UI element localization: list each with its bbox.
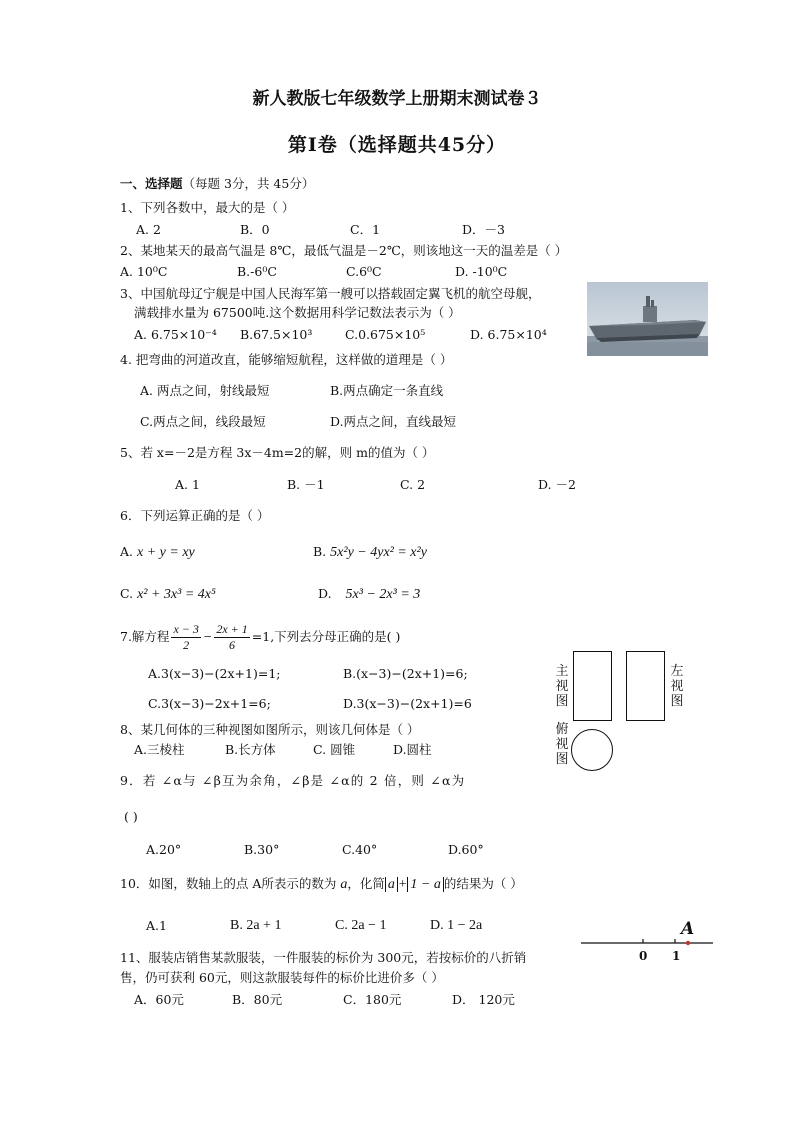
q6-option-c[interactable] <box>120 586 216 603</box>
q6-b-label: B. <box>313 544 327 559</box>
q9-stem-line2: ( ) <box>124 809 138 824</box>
q10-plus: + <box>397 877 408 892</box>
q7-option-d[interactable]: D.3(x−3)−(2x+1)=6 <box>343 696 472 711</box>
q11-option-b[interactable]: B．80元 <box>232 992 283 1007</box>
q5-option-a[interactable]: A. 1 <box>175 477 200 492</box>
point-a-marker <box>686 941 690 945</box>
q5-option-d[interactable]: D. －2 <box>538 477 576 492</box>
q11-option-c[interactable]: C．180元 <box>343 992 402 1007</box>
q9-option-c[interactable]: C.40° <box>342 842 378 857</box>
q10-mid: ，化简 <box>347 876 385 891</box>
q8-option-b[interactable]: B.长方体 <box>225 742 276 757</box>
q10-option-d[interactable]: D. 1 − 2a <box>430 918 483 933</box>
q9-stem-line1: 9．若 ∠α与 ∠β互为余角，∠β是 ∠α的 2 倍，则 ∠α为 <box>120 773 466 788</box>
q5-option-b[interactable]: B. －1 <box>287 477 325 492</box>
q11-stem-line2: 售，仍可获利 60元，则这款服装每件的标价比进价多（ ） <box>120 970 444 985</box>
q6-option-d[interactable] <box>318 586 420 603</box>
q3-option-c[interactable]: C.0.675×10⁵ <box>345 327 426 342</box>
q3-option-d[interactable]: D. 6.75×10⁴ <box>470 327 547 342</box>
q7-fraction-2-den: 6 <box>229 638 236 652</box>
number-line-label-1: 1 <box>672 949 681 963</box>
q10-stem <box>120 876 523 893</box>
q7-stem <box>120 620 400 655</box>
q7-fraction-1-den: 2 <box>183 638 190 652</box>
q10-option-c[interactable]: C. 2a − 1 <box>335 918 387 933</box>
q1-option-a[interactable]: A. 2 <box>136 222 161 237</box>
point-a-label: A <box>681 919 695 939</box>
q3-stem-line2: 满载排水量为 67500吨.这个数据用科学记数法表示为（ ） <box>134 305 461 320</box>
section-heading <box>120 176 314 192</box>
page-title: 新人教版七年级数学上册期末测试卷３ <box>252 89 542 109</box>
q10-variable: a <box>340 877 348 892</box>
q2-stem: 2、某地某天的最高气温是 8℃，最低气温是－2℃，则该地这一天的温差是（ ） <box>120 243 568 258</box>
q2-option-c[interactable]: C.6⁰C <box>346 264 382 279</box>
q1-option-b[interactable]: B．0 <box>240 222 270 237</box>
section-heading-note: （每题 3分，共 45分） <box>182 176 315 191</box>
q8-option-a[interactable]: A.三棱柱 <box>134 742 185 757</box>
top-view-circle <box>571 729 613 771</box>
q11-option-d[interactable]: D． 120元 <box>452 992 515 1007</box>
front-view-label: 主视图 <box>555 664 569 709</box>
q7-fraction-2-num: 2x + 1 <box>216 622 248 636</box>
q6-a-expression: x + y = xy <box>137 545 195 560</box>
q10-option-a[interactable]: A.1 <box>146 918 167 933</box>
q7-option-c[interactable]: C.3(x−3)−2x+1=6; <box>148 696 271 711</box>
q9-option-b[interactable]: B.30° <box>244 842 280 857</box>
q5-stem: 5、若 x=－2是方程 3x－4m=2的解，则 m的值为（ ） <box>120 445 435 460</box>
q6-a-label: A. <box>120 544 134 559</box>
section-heading-label: 一、选择题 <box>120 176 183 191</box>
q7-fraction-1-num: x − 3 <box>173 622 199 636</box>
q1-option-d[interactable]: D．－3 <box>462 222 505 237</box>
q4-option-d[interactable]: D.两点之间，直线最短 <box>330 414 457 429</box>
q7-minus: − <box>202 630 213 645</box>
side-view-rect <box>626 651 665 721</box>
q6-d-label: D. <box>318 586 332 601</box>
q6-stem: 6．下列运算正确的是（ ） <box>120 508 270 523</box>
q6-c-expression: x² + 3x³ = 4x⁵ <box>137 587 216 602</box>
q4-option-b[interactable]: B.两点确定一条直线 <box>330 383 444 398</box>
q4-option-c[interactable]: C.两点之间，线段最短 <box>140 414 266 429</box>
q9-option-d[interactable]: D.60° <box>448 842 484 857</box>
q8-option-d[interactable]: D.圆柱 <box>393 742 432 757</box>
q5-option-c[interactable]: C. 2 <box>400 477 426 492</box>
q10-suffix: 的结果为（ ） <box>443 876 523 891</box>
q7-option-a[interactable]: A.3(x−3)−(2x+1)=1; <box>148 666 281 681</box>
q6-option-b[interactable] <box>313 544 427 561</box>
q11-option-a[interactable]: A．60元 <box>134 992 184 1007</box>
number-line-figure <box>575 918 720 964</box>
q1-option-c[interactable]: C．1 <box>350 222 381 237</box>
q4-option-a[interactable]: A. 两点之间，射线最短 <box>140 383 270 398</box>
front-view-rect <box>573 651 612 721</box>
top-view-label: 俯视图 <box>555 722 569 767</box>
q6-c-label: C. <box>120 586 134 601</box>
q6-option-a[interactable] <box>120 544 195 561</box>
q1-stem: 1、下列各数中，最大的是（ ） <box>120 200 295 215</box>
q3-stem-line1: 3、中国航母辽宁舰是中国人民海军第一艘可以搭载固定翼飞机的航空母舰， <box>120 286 541 301</box>
q7-option-b[interactable]: B.(x−3)−(2x+1)=6; <box>343 666 468 681</box>
q10-abs-a: a <box>385 877 398 892</box>
q8-option-c[interactable]: C. 圆锥 <box>313 742 356 757</box>
q10-abs-b: 1 − a <box>407 877 443 892</box>
volume-title: 第Ⅰ卷（选择题共45分） <box>287 134 507 156</box>
q6-b-expression: 5x²y − 4yx² = x²y <box>330 545 427 560</box>
q2-option-a[interactable]: A. 10⁰C <box>120 264 168 279</box>
q10-option-b[interactable]: B. 2a + 1 <box>230 918 282 933</box>
q3-option-b[interactable]: B.67.5×10³ <box>240 327 313 342</box>
q7-fraction-1 <box>171 622 200 653</box>
q8-stem: 8、某几何体的三种视图如图所示，则该几何体是（ ） <box>120 722 420 737</box>
q2-option-b[interactable]: B.-6⁰C <box>237 264 277 279</box>
side-view-label: 左视图 <box>670 664 684 709</box>
q9-option-a[interactable]: A.20° <box>146 842 182 857</box>
aircraft-carrier-photo <box>587 282 708 356</box>
q4-stem: 4. 把弯曲的河道改直，能够缩短航程，这样做的道理是（ ） <box>120 352 453 367</box>
q10-prefix: 10．如图，数轴上的点 A所表示的数为 <box>120 876 337 891</box>
q7-prefix: 7.解方程 <box>120 629 170 644</box>
q11-stem-line1: 11、服装店销售某款服装，一件服装的标价为 300元，若按标价的八折销 <box>120 950 527 965</box>
q7-suffix: =1,下列去分母正确的是( ) <box>251 629 401 644</box>
q6-d-expression: 5x³ − 2x³ = 3 <box>345 587 421 602</box>
q7-fraction-2 <box>214 622 249 653</box>
q3-option-a[interactable]: A. 6.75×10⁻⁴ <box>134 327 217 342</box>
number-line-label-0: 0 <box>639 949 648 963</box>
q2-option-d[interactable]: D. -10⁰C <box>455 264 508 279</box>
